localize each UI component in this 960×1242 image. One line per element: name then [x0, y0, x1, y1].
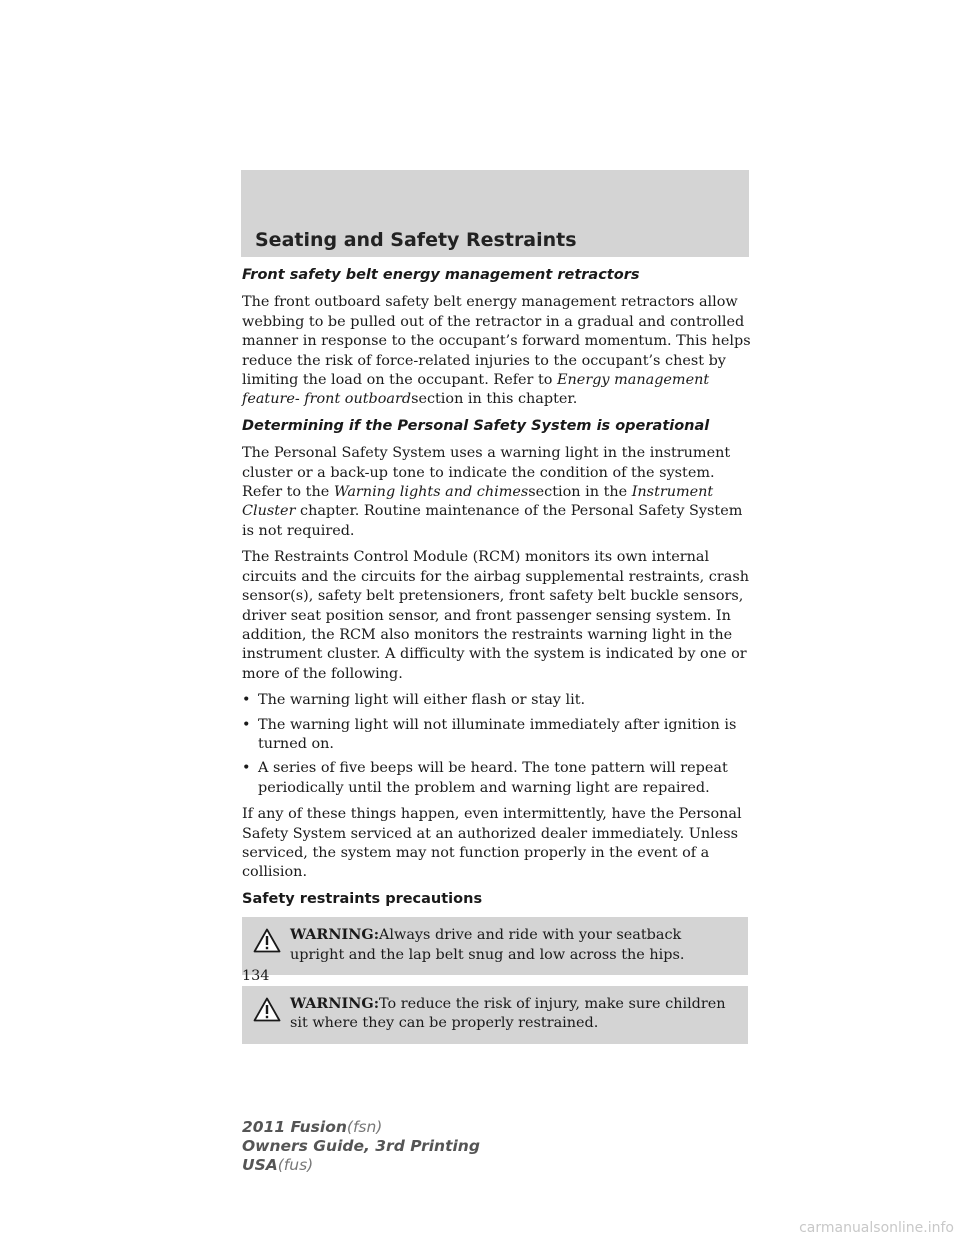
- paragraph-service: If any of these things happen, even intermittently, have the Personal Safety System serviced at an authorized dealer immediately. Unless serviced, the system may not function properly in the event of a collision.: [242, 806, 742, 881]
- heading-precautions: Safety restraints precautions: [242, 890, 483, 907]
- page-content: [242, 266, 752, 1055]
- footer-model: 2011 Fusion: [242, 1118, 347, 1136]
- warning-triangle-icon: [253, 997, 281, 1022]
- list-item: [242, 691, 752, 710]
- text: The Personal Safety System uses a warning light in the instrument cluster or a back-up tone to indicate the condition of the system. Refer to the: [242, 445, 731, 501]
- bullet-icon: •: [242, 716, 251, 733]
- warning-text: To reduce the risk of injury, make sure children sit where they can be properly restrained.: [290, 996, 726, 1032]
- list-item: [242, 759, 752, 798]
- list-item-text: The warning light will either flash or stay lit.: [258, 692, 586, 709]
- warning-label: WARNING:: [290, 926, 380, 944]
- reference-energy-management: Energy management feature- front outboard: [242, 372, 710, 408]
- footer-market-code: (fus): [277, 1156, 314, 1174]
- footer-market: USA: [242, 1156, 278, 1174]
- bullet-icon: •: [242, 760, 251, 777]
- reference-instrument-cluster: Instrument Cluster: [242, 484, 714, 520]
- watermark: carmanualsonline.info: [799, 1220, 954, 1236]
- reference-warning-lights: Warning lights and chimes: [333, 484, 529, 501]
- text: section in the: [528, 484, 632, 501]
- text: The front outboard safety belt energy management retractors allow webbing to be pulled out of the retractor in a gradual and controlled manner in response to the occupant’s forward momentum. This helps reduce the risk of force-related injuries to the occupant’s chest by limiting the load on the occupant. Refer to: [242, 294, 751, 389]
- section-title: Seating and Safety Restraints: [255, 229, 577, 251]
- paragraph-rcm: The Restraints Control Module (RCM) monitors its own internal circuits and the circuits for the airbag supplemental restraints, crash sensor(s), safety belt pretensioners, front safety belt buckle sensors, driver seat position sensor, and front passenger sensing system. In addition, the RCM also monitors the restraints warning light in the instrument cluster. A difficulty with the system is indicated by one or more of the following.: [242, 549, 749, 682]
- warning-triangle-icon: [253, 928, 281, 953]
- bullet-icon: •: [242, 692, 251, 709]
- list-item-text: A series of five beeps will be heard. The tone pattern will repeat periodically until the problem and warning light are repaired.: [258, 760, 728, 796]
- footer-model-code: (fsn): [346, 1118, 383, 1136]
- warning-box: [242, 986, 748, 1044]
- footer-guide: Owners Guide, 3rd Printing: [242, 1137, 480, 1155]
- paragraph-pss-warning-light: [242, 444, 752, 541]
- text: section in this chapter.: [411, 391, 578, 408]
- paragraph-energy-retractors: [242, 293, 752, 409]
- document-footer: [242, 1118, 480, 1175]
- warning-box: [242, 917, 748, 975]
- heading-pss-operational: Determining if the Personal Safety System is operational: [242, 417, 710, 434]
- text: chapter. Routine maintenance of the Personal Safety System is not required.: [242, 503, 743, 539]
- list-item-text: The warning light will not illuminate immediately after ignition is turned on.: [258, 716, 737, 752]
- heading-energy-retractors: Front safety belt energy management retractors: [242, 267, 640, 283]
- symptom-list: [242, 691, 752, 798]
- page-number: 134: [242, 968, 270, 984]
- warning-text: Always drive and ride with your seatback upright and the lap belt snug and low across the hips.: [290, 927, 685, 963]
- list-item: [242, 716, 752, 755]
- warning-label: WARNING:: [290, 995, 380, 1012]
- section-header-band: [241, 170, 749, 257]
